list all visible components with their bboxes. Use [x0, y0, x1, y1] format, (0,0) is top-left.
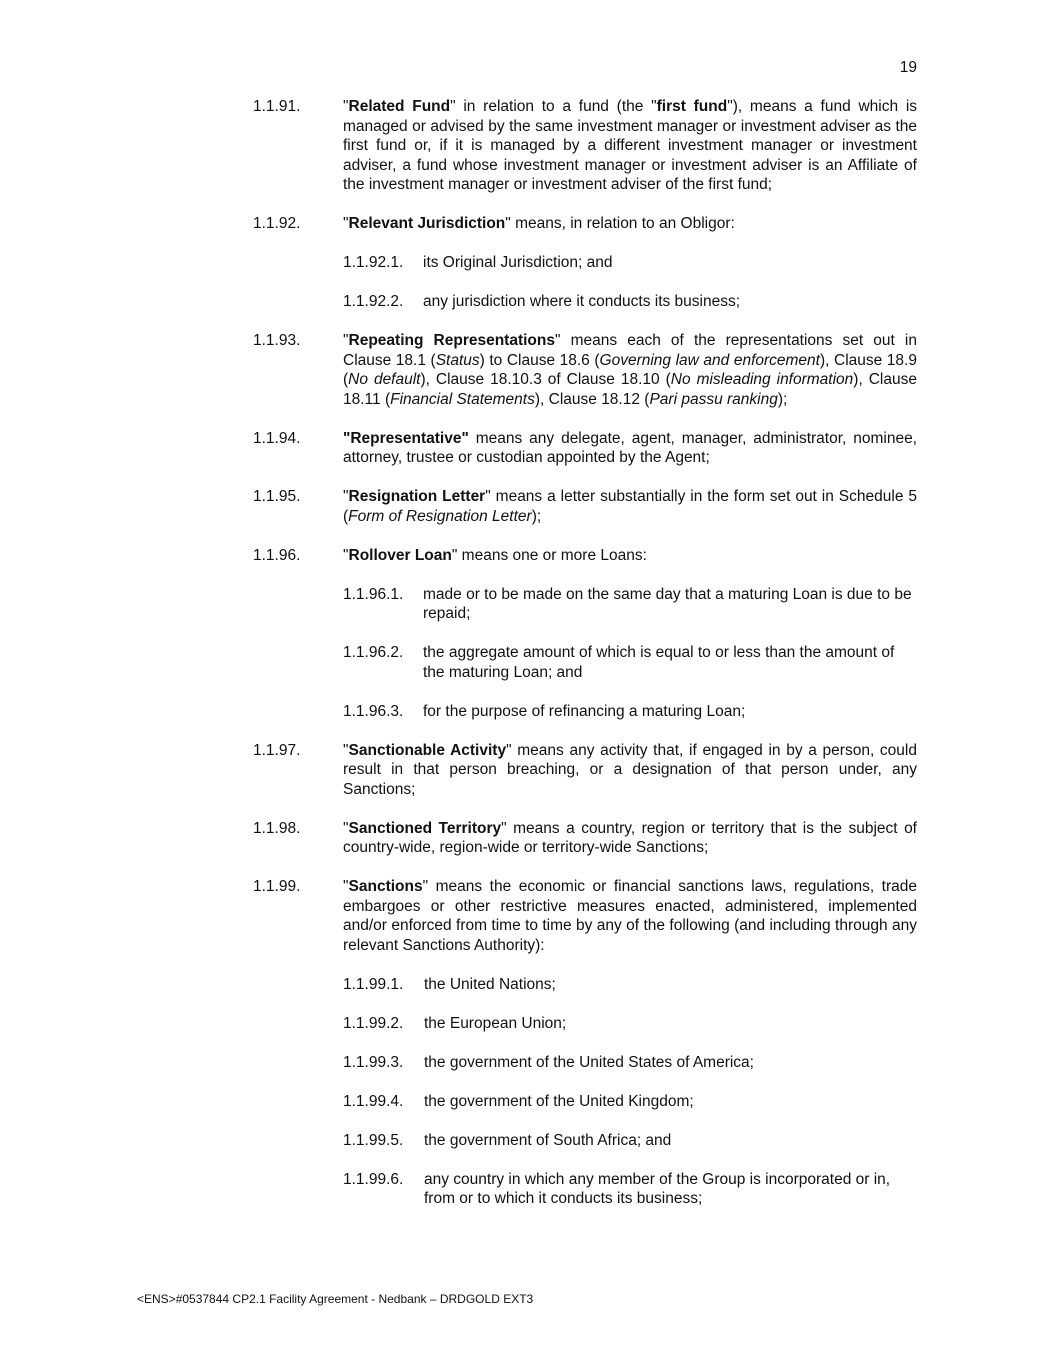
clause-text: [343, 429, 917, 468]
subclause-number: 1.1.96.1.: [343, 585, 404, 603]
quote: ": [343, 98, 349, 115]
subclause-1-1-99-1: [343, 975, 917, 995]
clause-text: [343, 97, 917, 195]
defined-term: Sanctionable Activity: [348, 741, 507, 759]
clause-number: 1.1.91.: [253, 98, 301, 115]
subclause-1-1-99-3: [343, 1053, 917, 1073]
clause-1-1-98: [253, 819, 917, 858]
clause-text: [343, 546, 917, 566]
schedule-reference: Form of Resignation Letter: [348, 507, 532, 525]
quote: ": [343, 741, 349, 759]
subclause-number: 1.1.96.2.: [343, 644, 404, 661]
subclause-number: 1.1.99.6.: [343, 1170, 404, 1188]
subclause-number: 1.1.99.4.: [343, 1092, 404, 1110]
subclause-number: 1.1.99.5.: [343, 1131, 404, 1149]
text-segment: " means the economic or financial sanctions laws, regulations, trade embargoes or other restrictive measures enacted, administered, implemented and/or enforced from time to time by any of the following (and including through any relevant Sanctions Authority):: [343, 878, 917, 954]
subclause-text: any jurisdiction where it conducts its business;: [423, 293, 741, 310]
subclause-text: the government of the United States of America;: [424, 1053, 754, 1071]
subclause-text: the government of the United Kingdom;: [424, 1092, 694, 1110]
clause-number: 1.1.99.: [253, 878, 301, 895]
clause-reference: No misleading information: [670, 371, 854, 388]
subclause-number: 1.1.92.2.: [343, 293, 404, 310]
subclause-text: the United Nations;: [424, 975, 556, 993]
subclause-number: 1.1.99.1.: [343, 975, 404, 993]
quote: ": [343, 878, 349, 895]
text-segment: ), Clause 18.12 (: [534, 390, 650, 408]
clause-text: [343, 819, 917, 858]
text-segment: means any delegate, agent, manager, administrator, nominee, attorney, trustee or custodian appointed by the Agent;: [343, 429, 917, 466]
text-segment: ), Clause 18.10.3 of Clause 18.10 (: [420, 371, 671, 388]
subclause-text: for the purpose of refinancing a maturing Loan;: [423, 702, 746, 720]
text-segment: " means a country, region or territory that is the subject of country-wide, region-wide or territory-wide Sanctions;: [343, 819, 917, 856]
quote: ": [343, 546, 349, 564]
clause-reference: Pari passu ranking: [649, 390, 778, 408]
page-number: 19: [899, 59, 917, 76]
subclause-text: its Original Jurisdiction; and: [423, 254, 613, 271]
subclause-text: the government of South Africa; and: [424, 1131, 672, 1149]
clause-number: 1.1.95.: [253, 488, 301, 505]
defined-term: Repeating Representations: [348, 332, 555, 349]
clause-number: 1.1.93.: [253, 332, 301, 349]
subclause-text: any country in which any member of the Group is incorporated or in, from or to which it conducts its business;: [424, 1170, 891, 1207]
defined-term: Resignation Letter: [348, 488, 486, 505]
subclause-text: made or to be made on the same day that a maturing Loan is due to be repaid;: [423, 585, 912, 622]
text-segment: " means, in relation to an Obligor:: [505, 215, 735, 232]
clause-1-1-99: [253, 877, 917, 955]
text-segment: ), Clause 18.9 (: [343, 351, 917, 388]
defined-term: "Representative": [343, 429, 469, 447]
clause-number: 1.1.96.: [253, 546, 301, 564]
document-footer: <ENS>#0537844 CP2.1 Facility Agreement - Nedbank – DRDGOLD EXT3: [137, 1292, 534, 1306]
clause-reference: Status: [435, 351, 480, 369]
clause-number: 1.1.94.: [253, 429, 301, 447]
clause-1-1-91: [253, 97, 917, 195]
clause-text: [343, 877, 917, 955]
clause-text: [343, 487, 917, 526]
clause-reference: No default: [348, 371, 421, 388]
clause-1-1-92: [253, 214, 917, 234]
subclause-1-1-96-1: [343, 585, 917, 624]
subclause-1-1-99-5: [343, 1131, 917, 1151]
defined-term: Relevant Jurisdiction: [348, 215, 506, 232]
clause-1-1-97: [253, 741, 917, 800]
clause-1-1-94: [253, 429, 917, 468]
clause-text: [343, 741, 917, 800]
subclause-1-1-96-3: [343, 702, 917, 722]
quote: ": [343, 819, 349, 837]
defined-term: Sanctions: [348, 878, 423, 895]
clause-reference: Financial Statements: [390, 390, 535, 408]
subclause-1-1-96-2: [343, 643, 917, 682]
subclause-1-1-92-2: [343, 292, 917, 312]
quote: ": [343, 332, 349, 349]
text-segment: " in relation to a fund (the ": [450, 98, 657, 115]
clause-number: 1.1.98.: [253, 819, 301, 837]
clause-reference: Governing law and enforcement: [599, 351, 820, 369]
subclause-1-1-92-1: [343, 253, 917, 273]
text-segment: " means a letter substantially in the form set out in Schedule 5 (: [343, 488, 917, 525]
subclause-text: the aggregate amount of which is equal to or less than the amount of the maturing Loan; and: [423, 644, 895, 681]
text-segment: ) to Clause 18.6 (: [479, 351, 600, 369]
defined-term: Rollover Loan: [348, 546, 452, 564]
defined-term: first fund: [656, 98, 728, 115]
clause-1-1-96: [253, 546, 917, 566]
clause-text: [343, 214, 917, 234]
definitions-list: [253, 97, 917, 1209]
subclause-text: the European Union;: [424, 1014, 567, 1032]
text-segment: " means any activity that, if engaged in by a person, could result in that person breaching, or a designation of that person under, any Sanctions;: [343, 741, 917, 798]
subclause-number: 1.1.99.3.: [343, 1053, 404, 1071]
defined-term: Related Fund: [348, 98, 451, 115]
defined-term: Sanctioned Territory: [348, 819, 502, 837]
subclause-1-1-99-2: [343, 1014, 917, 1034]
subclause-number: 1.1.96.3.: [343, 702, 404, 720]
clause-text: [343, 331, 917, 409]
subclause-1-1-99-4: [343, 1092, 917, 1112]
quote: ": [343, 488, 349, 505]
subclause-number: 1.1.99.2.: [343, 1014, 404, 1032]
clause-number: 1.1.97.: [253, 741, 301, 759]
text-segment: "), means a fund which is managed or advised by the same investment manager or investment adviser as the first fund or, if it is managed by a different investment manager or investment adviser, a fund whose investment manager or investment adviser is an Affiliate of the investment manager or investment adviser of the first fund;: [343, 98, 918, 193]
subclause-1-1-99-6: [343, 1170, 917, 1209]
text-segment: " means one or more Loans:: [451, 546, 647, 564]
text-segment: " means each of the representations set out in Clause 18.1 (: [343, 332, 917, 369]
text-segment: ), Clause 18.11 (: [343, 371, 917, 408]
clause-1-1-95: [253, 487, 917, 526]
quote: ": [343, 215, 349, 232]
subclause-number: 1.1.92.1.: [343, 254, 404, 271]
text-segment: );: [777, 390, 788, 408]
clause-number: 1.1.92.: [253, 215, 301, 232]
clause-1-1-93: [253, 331, 917, 409]
text-segment: );: [531, 507, 542, 525]
